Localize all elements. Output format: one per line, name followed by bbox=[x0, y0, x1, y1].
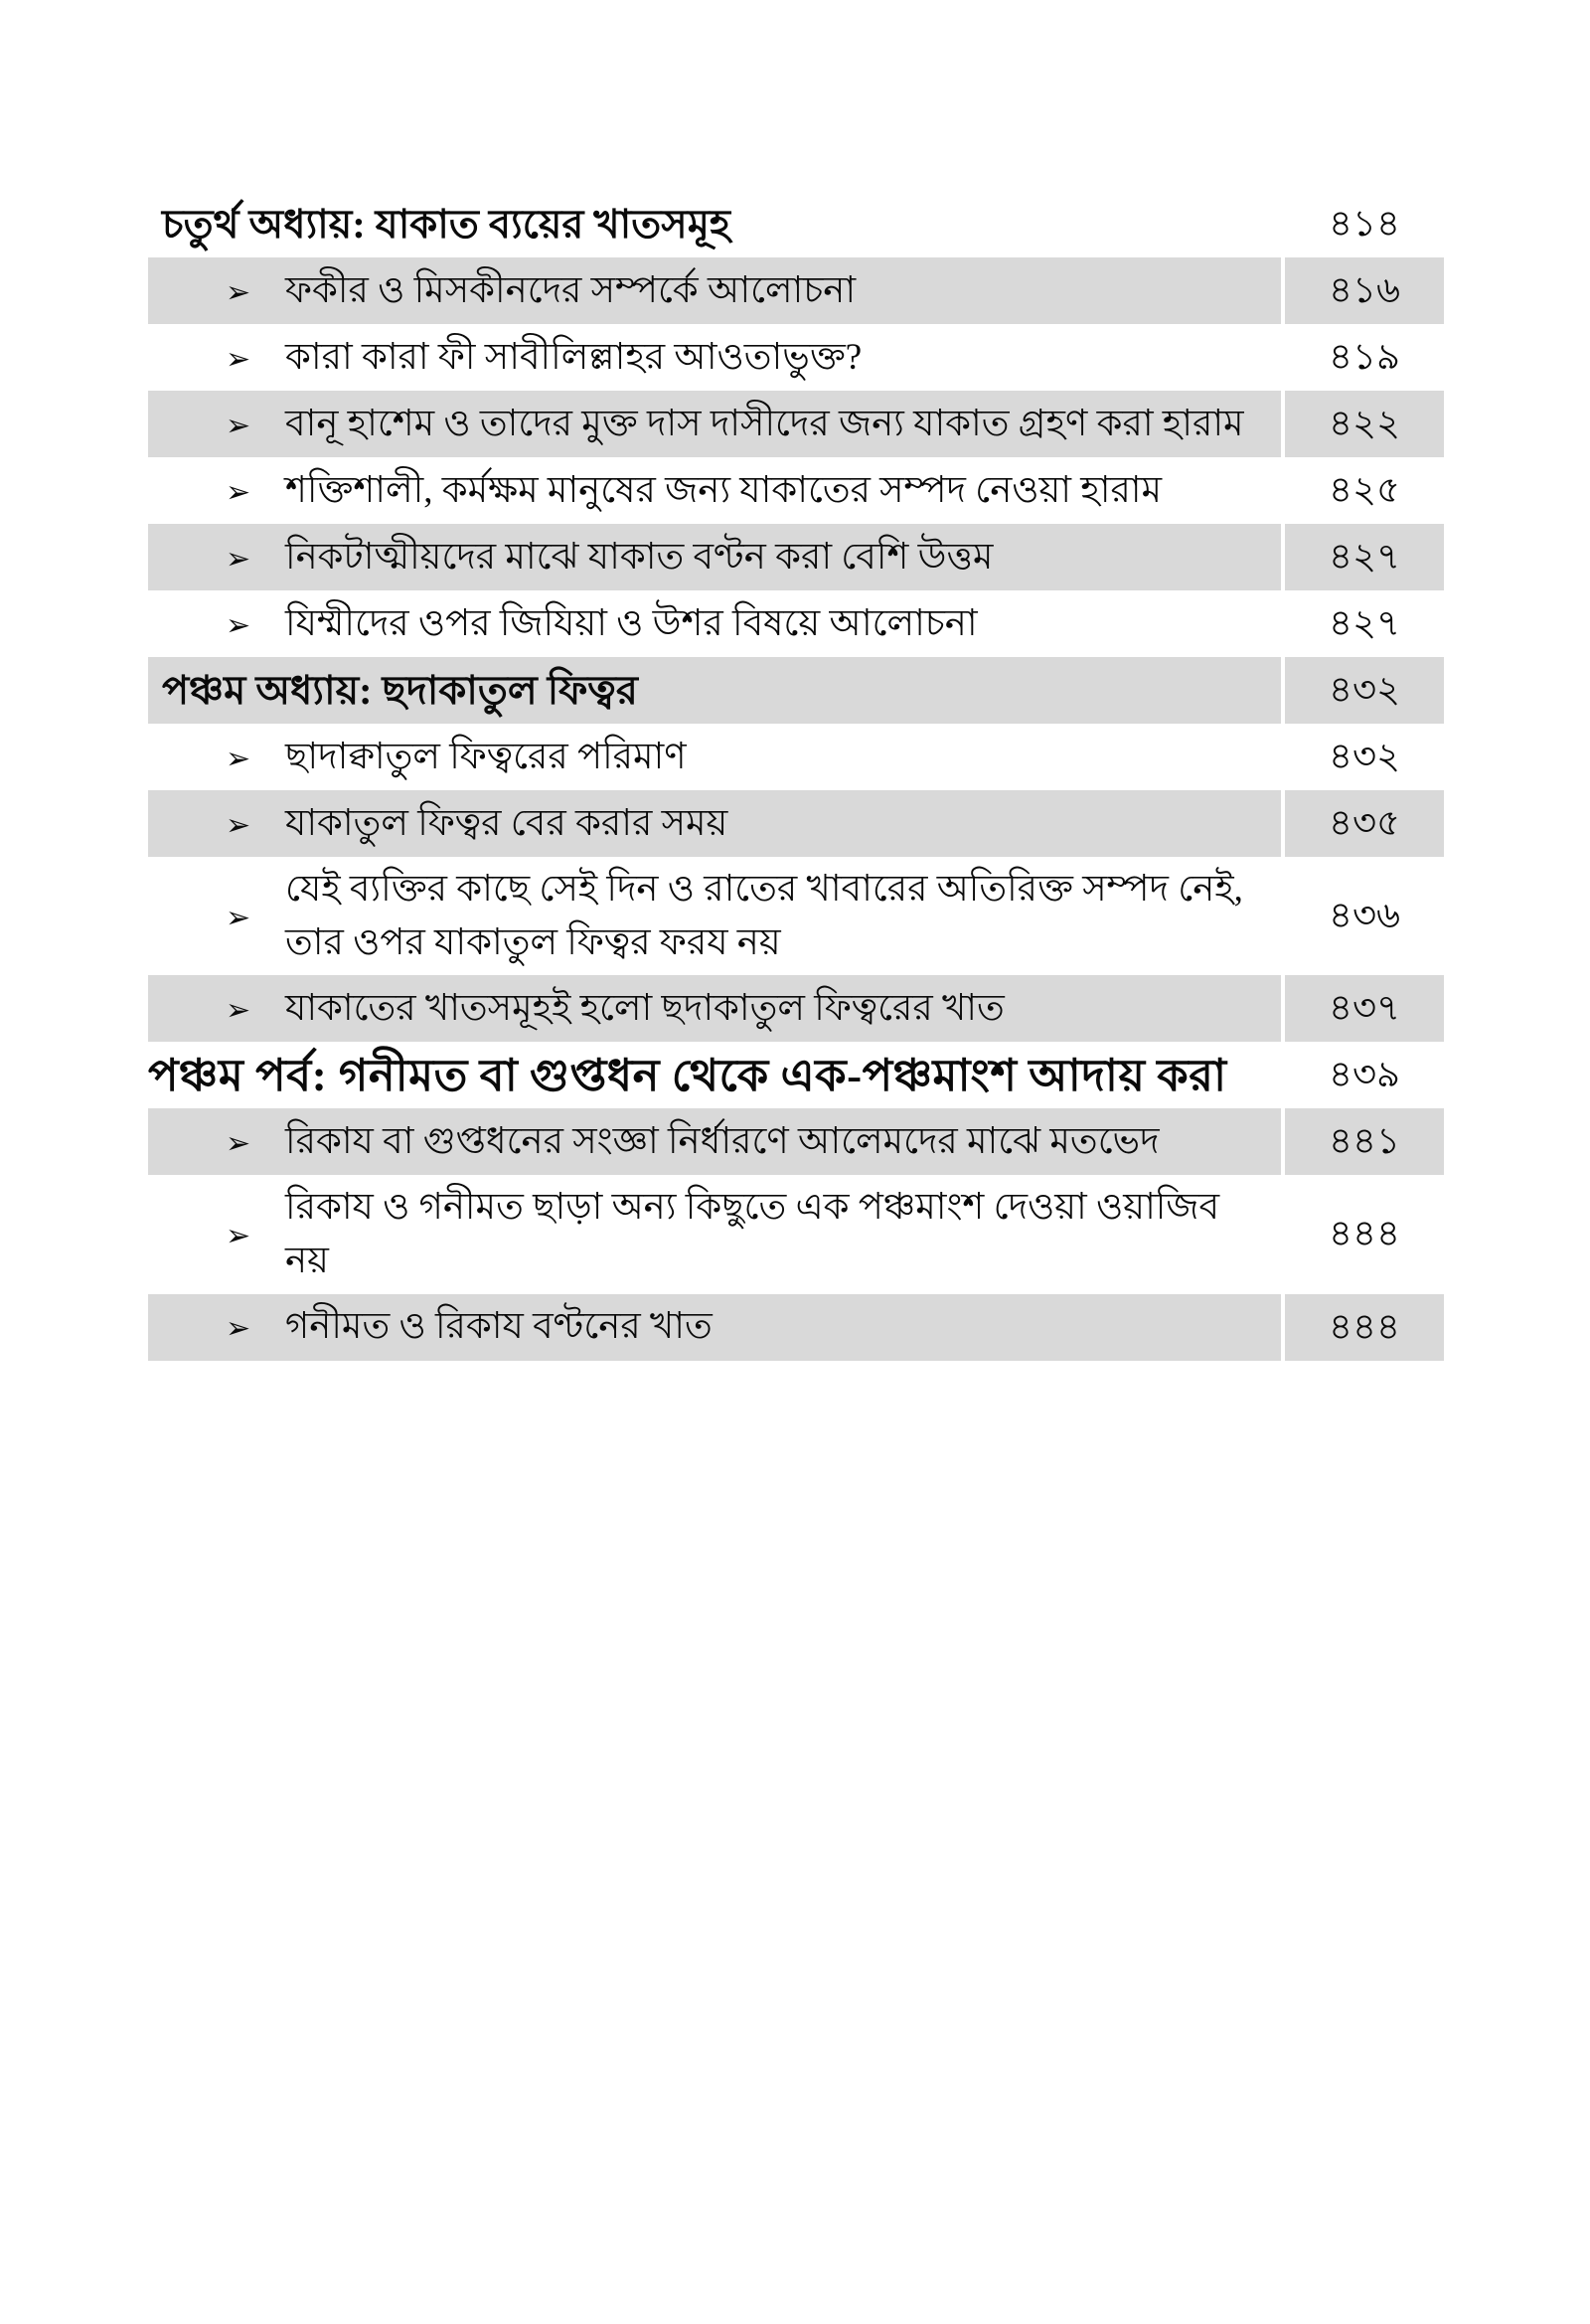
toc-entry-page-cell bbox=[1285, 1294, 1444, 1361]
toc-entry-title-cell bbox=[148, 590, 1281, 657]
toc-item-row bbox=[148, 790, 1444, 857]
toc-item-row bbox=[148, 1108, 1444, 1175]
toc-entry-page-cell bbox=[1285, 391, 1444, 457]
toc-entry-title: রিকায ও গনীমত ছাড়া অন্য কিছুতে এক পঞ্চমাংশ দেওয়া ওয়াজিব নয় bbox=[285, 1187, 1220, 1281]
toc-item-row bbox=[148, 590, 1444, 657]
toc-chapter-row bbox=[148, 191, 1444, 257]
toc-entry-page-cell bbox=[1285, 1175, 1444, 1293]
toc-item-row bbox=[148, 724, 1444, 790]
toc-item-row bbox=[148, 975, 1444, 1042]
toc-entry-title-cell bbox=[148, 457, 1281, 524]
arrowhead-bullet-icon: ➢ bbox=[226, 474, 251, 510]
toc-entry-title-cell bbox=[148, 790, 1281, 857]
toc-entry-page-number: ৪৪৪ bbox=[1328, 1306, 1401, 1348]
toc-entry-title-cell bbox=[148, 391, 1281, 457]
toc-entry-page-cell bbox=[1285, 657, 1444, 724]
toc-entry-title-cell bbox=[148, 1294, 1281, 1361]
toc-entry-title-cell bbox=[148, 524, 1281, 590]
arrowhead-bullet-icon: ➢ bbox=[226, 541, 251, 577]
toc-entry-page-number: ৪৩৬ bbox=[1328, 896, 1401, 937]
toc-entry-page-number: ৪২৭ bbox=[1328, 603, 1401, 644]
toc-entry-page-cell bbox=[1285, 524, 1444, 590]
toc-entry-page-cell bbox=[1285, 1108, 1444, 1175]
arrowhead-bullet-icon: ➢ bbox=[226, 992, 251, 1028]
toc-entry-title-cell bbox=[148, 324, 1281, 391]
toc-item-row bbox=[148, 1294, 1444, 1361]
toc-entry-page-cell bbox=[1285, 1042, 1444, 1108]
toc-entry-title: যেই ব্যক্তির কাছে সেই দিন ও রাতের খাবারের অতিরিক্ত সম্পদ নেই, তার ওপর যাকাতুল ফিত্বর ফরয নয় bbox=[285, 869, 1243, 963]
toc-entry-page-cell bbox=[1285, 457, 1444, 524]
toc-part-row bbox=[148, 1042, 1444, 1108]
toc-entry-page-number: ৪৩৯ bbox=[1328, 1055, 1401, 1096]
arrowhead-bullet-icon: ➢ bbox=[226, 807, 251, 843]
toc-item-row bbox=[148, 1175, 1444, 1293]
toc-entry-title: রিকায বা গুপ্তধনের সংজ্ঞা নির্ধারণে আলেমদের মাঝে মতভেদ bbox=[285, 1120, 1160, 1162]
toc-entry-page-cell bbox=[1285, 857, 1444, 975]
table-of-contents bbox=[148, 191, 1444, 1361]
toc-entry-title: যাকাতের খাতসমূহই হলো ছদাকাতুল ফিত্বরের খাত bbox=[285, 987, 1005, 1029]
toc-entry-title: চতুর্থ অধ্যায়: যাকাত ব্যয়ের খাতসমূহ bbox=[162, 201, 730, 247]
arrowhead-bullet-icon: ➢ bbox=[226, 408, 251, 443]
toc-entry-page-cell bbox=[1285, 257, 1444, 324]
toc-entry-title: গনীমত ও রিকায বণ্টনের খাত bbox=[285, 1306, 713, 1348]
toc-entry-title: নিকটাত্মীয়দের মাঝে যাকাত বণ্টন করা বেশি উত্তম bbox=[285, 536, 994, 578]
toc-entry-title: শক্তিশালী, কর্মক্ষম মানুষের জন্য যাকাতের সম্পদ নেওয়া হারাম bbox=[285, 469, 1163, 511]
toc-entry-page-number: ৪২২ bbox=[1328, 404, 1401, 444]
toc-entry-title-cell bbox=[148, 1175, 1281, 1293]
toc-entry-page-cell bbox=[1285, 191, 1444, 257]
toc-item-row bbox=[148, 257, 1444, 324]
arrowhead-bullet-icon: ➢ bbox=[226, 1125, 251, 1161]
toc-entry-page-cell bbox=[1285, 790, 1444, 857]
arrowhead-bullet-icon: ➢ bbox=[226, 741, 251, 776]
arrowhead-bullet-icon: ➢ bbox=[226, 274, 251, 310]
toc-entry-title-cell bbox=[148, 724, 1281, 790]
toc-chapter-row bbox=[148, 657, 1444, 724]
toc-item-row bbox=[148, 524, 1444, 590]
arrowhead-bullet-icon: ➢ bbox=[226, 341, 251, 377]
arrowhead-bullet-icon: ➢ bbox=[226, 1311, 251, 1347]
toc-entry-page-cell bbox=[1285, 324, 1444, 391]
toc-item-row bbox=[148, 457, 1444, 524]
toc-entry-title-cell bbox=[148, 857, 1281, 975]
toc-entry-page-number: ৪১৬ bbox=[1328, 270, 1401, 311]
arrowhead-bullet-icon: ➢ bbox=[226, 900, 251, 935]
toc-entry-title-cell bbox=[148, 975, 1281, 1042]
toc-entry-page-number: ৪৩৭ bbox=[1328, 988, 1401, 1030]
toc-entry-page-number: ৪১৯ bbox=[1328, 337, 1401, 378]
toc-entry-page-number: ৪৩২ bbox=[1328, 737, 1401, 777]
toc-entry-title: পঞ্চম পর্ব: গনীমত বা গুপ্তধন থেকে এক-পঞ্চমাংশ আদায় করা bbox=[148, 1050, 1227, 1100]
toc-entry-title: পঞ্চম অধ্যায়: ছদাকাতুল ফিত্বর bbox=[162, 667, 638, 713]
toc-entry-page-number: ৪৩৫ bbox=[1328, 803, 1401, 844]
toc-item-row bbox=[148, 857, 1444, 975]
arrowhead-bullet-icon: ➢ bbox=[226, 1218, 251, 1253]
toc-entry-page-cell bbox=[1285, 975, 1444, 1042]
toc-entry-page-cell bbox=[1285, 724, 1444, 790]
toc-item-row bbox=[148, 391, 1444, 457]
toc-entry-page-number: ৪৪৪ bbox=[1328, 1214, 1401, 1255]
toc-entry-title: ফকীর ও মিসকীনদের সম্পর্কে আলোচনা bbox=[285, 269, 857, 311]
toc-entry-page-number: ৪১৪ bbox=[1328, 204, 1401, 245]
toc-entry-title-cell bbox=[148, 257, 1281, 324]
toc-entry-page-number: ৪৪১ bbox=[1328, 1121, 1401, 1163]
toc-entry-title-cell bbox=[148, 191, 1281, 257]
toc-entry-page-cell bbox=[1285, 590, 1444, 657]
toc-entry-page-number: ৪২৭ bbox=[1328, 537, 1401, 578]
toc-entry-title: কারা কারা ফী সাবীলিল্লাহর আওতাভুক্ত? bbox=[285, 336, 863, 378]
toc-entry-title: ছাদাক্বাতুল ফিত্বরের পরিমাণ bbox=[285, 736, 687, 777]
toc-entry-title: বানূ হাশেম ও তাদের মুক্ত দাস দাসীদের জন্য যাকাত গ্রহণ করা হারাম bbox=[285, 403, 1244, 444]
toc-entry-page-number: ৪৩২ bbox=[1328, 670, 1401, 711]
toc-entry-title-cell bbox=[148, 1042, 1281, 1108]
toc-entry-page-number: ৪২৫ bbox=[1328, 470, 1401, 511]
toc-entry-title: যিম্মীদের ওপর জিযিয়া ও উশর বিষয়ে আলোচনা bbox=[285, 602, 978, 644]
toc-entry-title-cell bbox=[148, 657, 1281, 724]
toc-item-row bbox=[148, 324, 1444, 391]
toc-entry-title-cell bbox=[148, 1108, 1281, 1175]
toc-entry-title: যাকাতুল ফিত্বর বের করার সময় bbox=[285, 802, 728, 844]
arrowhead-bullet-icon: ➢ bbox=[226, 607, 251, 643]
